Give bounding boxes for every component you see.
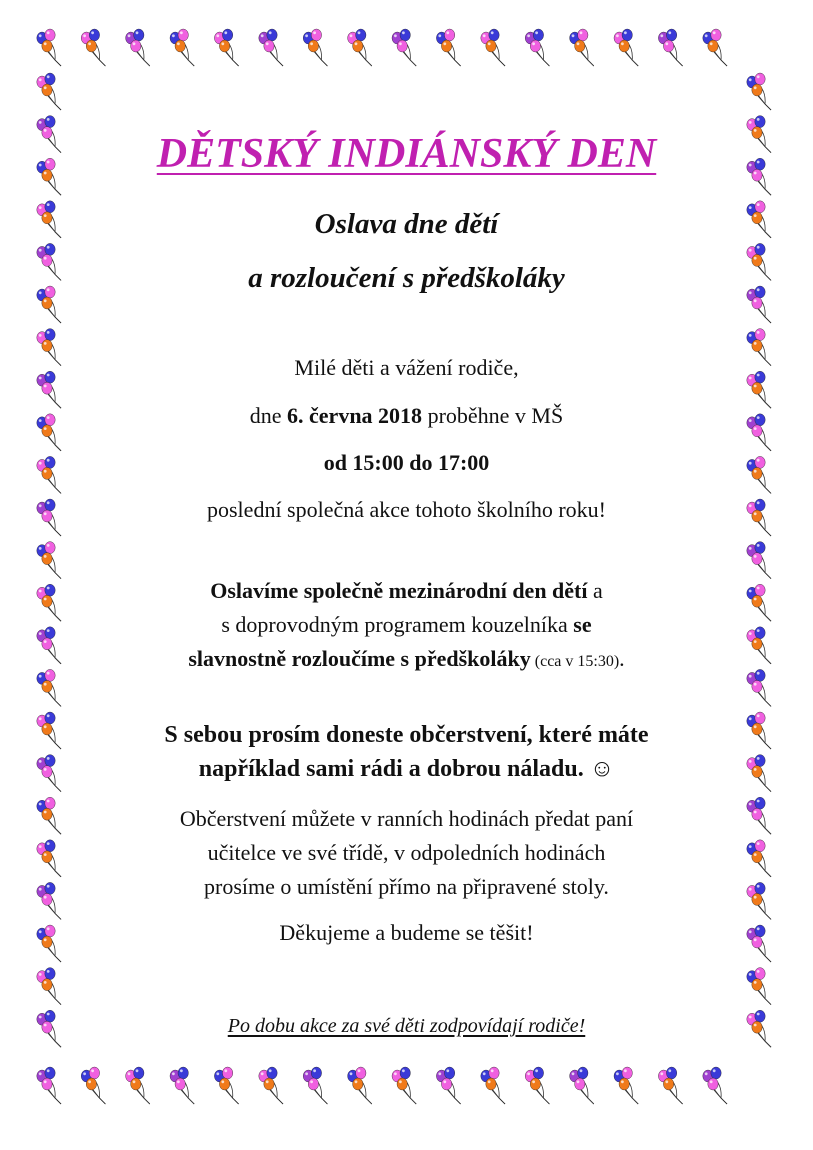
balloon-cluster-icon <box>81 29 105 66</box>
balloon-cluster-icon <box>126 29 150 66</box>
balloon-cluster-icon <box>81 1067 105 1104</box>
balloon-cluster-icon <box>747 371 771 408</box>
balloon-cluster-icon <box>614 1067 638 1104</box>
handover-line-1: Občerstvení můžete v ranních hodinách předat paní <box>179 806 634 831</box>
date-suffix: proběhne v MŠ <box>422 403 564 428</box>
balloon-cluster-icon <box>747 669 771 706</box>
balloon-cluster-icon <box>37 29 61 66</box>
balloon-cluster-icon <box>37 840 61 877</box>
greeting: Milé děti a vážení rodiče, <box>294 355 519 380</box>
thanks-line: Děkujeme a budeme se těšit! <box>279 920 534 945</box>
celebration-line-2 <box>80 612 733 638</box>
balloon-cluster-icon <box>747 584 771 621</box>
handover-line-3: prosíme o umístění přímo na připravené stoly. <box>204 874 609 899</box>
balloon-cluster-icon <box>703 29 727 66</box>
balloon-cluster-icon <box>747 797 771 834</box>
balloon-cluster-icon <box>214 1067 238 1104</box>
balloon-cluster-icon <box>37 1067 61 1104</box>
celebration-line-3-end: . <box>619 646 625 671</box>
celebration-line-1-rest: a <box>587 578 603 603</box>
celebration-line-3 <box>80 646 733 672</box>
event-time: od 15:00 do 17:00 <box>323 450 490 475</box>
balloon-cluster-icon <box>481 29 505 66</box>
celebration-line-1 <box>80 578 733 604</box>
balloon-cluster-icon <box>37 158 61 195</box>
balloon-cluster-icon <box>37 73 61 110</box>
balloon-cluster-icon <box>348 29 372 66</box>
balloon-cluster-icon <box>259 1067 283 1104</box>
balloon-cluster-icon <box>747 243 771 280</box>
balloon-cluster-icon <box>37 1010 61 1047</box>
balloon-cluster-icon <box>37 499 61 536</box>
balloon-cluster-icon <box>614 29 638 66</box>
balloon-cluster-icon <box>703 1067 727 1104</box>
balloon-cluster-icon <box>303 1067 327 1104</box>
celebration-line-3-bold: slavnostně rozloučíme s předškoláky <box>188 646 531 671</box>
balloon-cluster-icon <box>570 29 594 66</box>
balloon-cluster-icon <box>747 73 771 110</box>
balloon-cluster-icon <box>37 456 61 493</box>
balloon-cluster-icon <box>747 882 771 919</box>
date-line <box>80 403 733 429</box>
balloon-cluster-icon <box>37 968 61 1005</box>
balloon-cluster-icon <box>747 116 771 153</box>
balloon-cluster-icon <box>747 968 771 1005</box>
balloon-cluster-icon <box>747 329 771 366</box>
balloon-cluster-icon <box>747 925 771 962</box>
balloon-cluster-icon <box>747 456 771 493</box>
balloon-cluster-icon <box>37 925 61 962</box>
balloon-cluster-icon <box>747 158 771 195</box>
request-line-2: například sami rádi a dobrou náladu. ☺ <box>198 756 615 782</box>
balloon-cluster-icon <box>392 29 416 66</box>
celebration-line-2-text: s doprovodným programem kouzelníka <box>221 612 574 637</box>
balloon-cluster-icon <box>525 29 549 66</box>
last-event-note: poslední společná akce tohoto školního roku! <box>207 497 606 522</box>
balloon-cluster-icon <box>481 1067 505 1104</box>
balloon-cluster-icon <box>747 840 771 877</box>
request-line-1: S sebou prosím doneste občerstvení, které máte <box>164 722 649 748</box>
balloon-cluster-icon <box>658 1067 682 1104</box>
balloon-cluster-icon <box>392 1067 416 1104</box>
balloon-cluster-icon <box>37 797 61 834</box>
balloon-cluster-icon <box>570 1067 594 1104</box>
balloon-cluster-icon <box>37 329 61 366</box>
balloon-cluster-icon <box>37 882 61 919</box>
balloon-cluster-icon <box>747 1010 771 1047</box>
balloon-cluster-icon <box>37 584 61 621</box>
balloon-cluster-icon <box>747 755 771 792</box>
balloon-cluster-icon <box>259 29 283 66</box>
flyer-title: DĚTSKÝ INDIÁNSKÝ DEN <box>156 131 657 177</box>
subtitle-line-1: Oslava dne dětí <box>314 208 499 240</box>
balloon-cluster-icon <box>747 542 771 579</box>
balloon-cluster-icon <box>37 712 61 749</box>
balloon-cluster-icon <box>747 201 771 238</box>
balloon-cluster-icon <box>747 499 771 536</box>
event-date: 6. června 2018 <box>287 403 423 428</box>
celebration-line-2-bold: se <box>573 612 592 637</box>
balloon-cluster-icon <box>747 286 771 323</box>
balloon-cluster-icon <box>37 627 61 664</box>
balloon-cluster-icon <box>37 201 61 238</box>
balloon-cluster-icon <box>37 542 61 579</box>
balloon-cluster-icon <box>747 627 771 664</box>
balloon-cluster-icon <box>170 1067 194 1104</box>
balloon-cluster-icon <box>348 1067 372 1104</box>
balloon-cluster-icon <box>37 116 61 153</box>
balloon-cluster-icon <box>436 29 460 66</box>
balloon-cluster-icon <box>658 29 682 66</box>
balloon-cluster-icon <box>170 29 194 66</box>
balloon-cluster-icon <box>37 755 61 792</box>
handover-line-2: učitelce ve své třídě, v odpoledních hodinách <box>207 840 606 865</box>
balloon-cluster-icon <box>436 1067 460 1104</box>
farewell-time-note: (cca v 15:30) <box>530 653 620 670</box>
balloon-cluster-icon <box>303 29 327 66</box>
balloon-cluster-icon <box>37 243 61 280</box>
balloon-cluster-icon <box>747 712 771 749</box>
balloon-cluster-icon <box>37 414 61 451</box>
balloon-cluster-icon <box>37 669 61 706</box>
responsibility-note: Po dobu akce za své děti zodpovídají rodiče! <box>227 1015 586 1037</box>
balloon-cluster-icon <box>37 371 61 408</box>
date-prefix: dne <box>249 403 288 428</box>
balloon-cluster-icon <box>126 1067 150 1104</box>
subtitle-line-2: a rozloučení s předškoláky <box>248 262 565 294</box>
balloon-cluster-icon <box>214 29 238 66</box>
balloon-cluster-icon <box>525 1067 549 1104</box>
balloon-cluster-icon <box>747 414 771 451</box>
balloon-cluster-icon <box>37 286 61 323</box>
celebration-line-1-bold: Oslavíme společně mezinárodní den dětí <box>210 578 588 603</box>
